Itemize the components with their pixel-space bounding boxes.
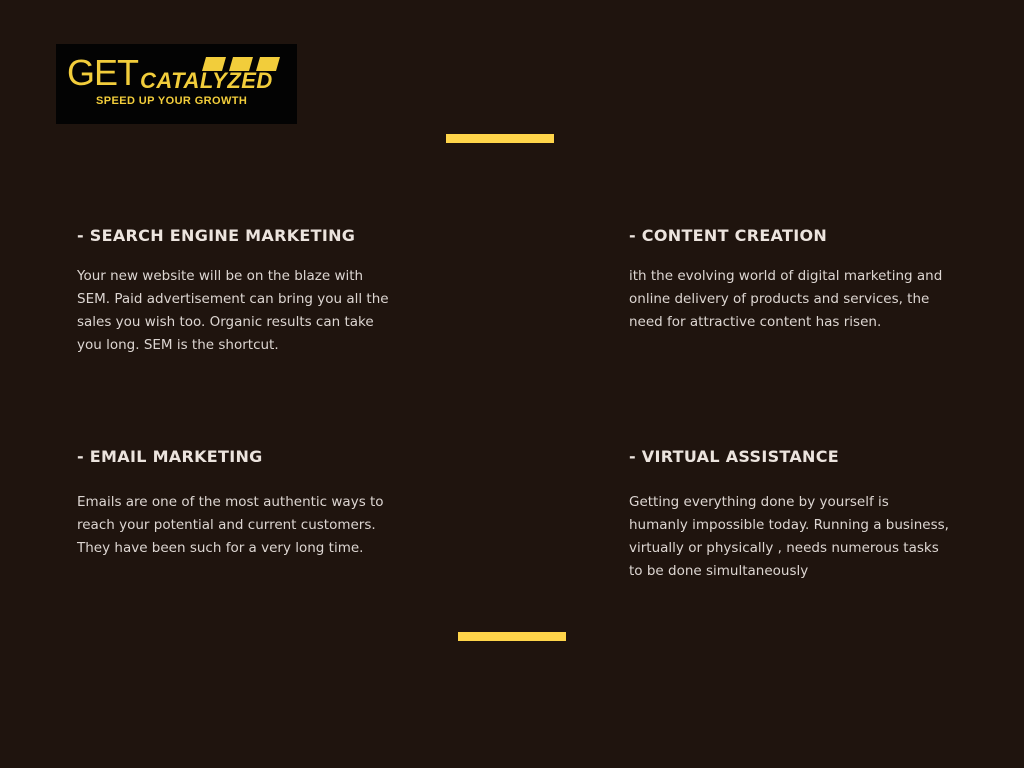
bottom-accent-bar [458,632,566,641]
service-title: - VIRTUAL ASSISTANCE [629,447,840,466]
service-title: - CONTENT CREATION [629,226,828,245]
logo-secondary-text: CATALYZED [140,68,273,93]
service-description: Emails are one of the most authentic ways to reach your potential and current customers. They have been such for a very long time. [77,494,384,556]
service-email-marketing [77,447,397,560]
service-description: Getting everything done by yourself is humanly impossible today. Running a business, virtually or physically , needs numerous tasks to be done simultaneously [629,494,949,579]
service-virtual-assistance [629,447,949,583]
top-accent-bar [446,134,554,143]
logo-primary-text: GET [67,52,139,93]
logo-tagline: SPEED UP YOUR GROWTH [96,95,248,107]
service-search-engine-marketing [77,226,397,357]
service-description: ith the evolving world of digital marketing and online delivery of products and services, the need for attractive content has risen. [629,268,943,330]
company-logo [56,44,297,124]
service-description: Your new website will be on the blaze with SEM. Paid advertisement can bring you all the sales you wish too. Organic results can take you long. SEM is the shortcut. [77,268,389,353]
service-content-creation [629,226,949,334]
service-title: - SEARCH ENGINE MARKETING [77,226,356,245]
service-title: - EMAIL MARKETING [77,447,263,466]
